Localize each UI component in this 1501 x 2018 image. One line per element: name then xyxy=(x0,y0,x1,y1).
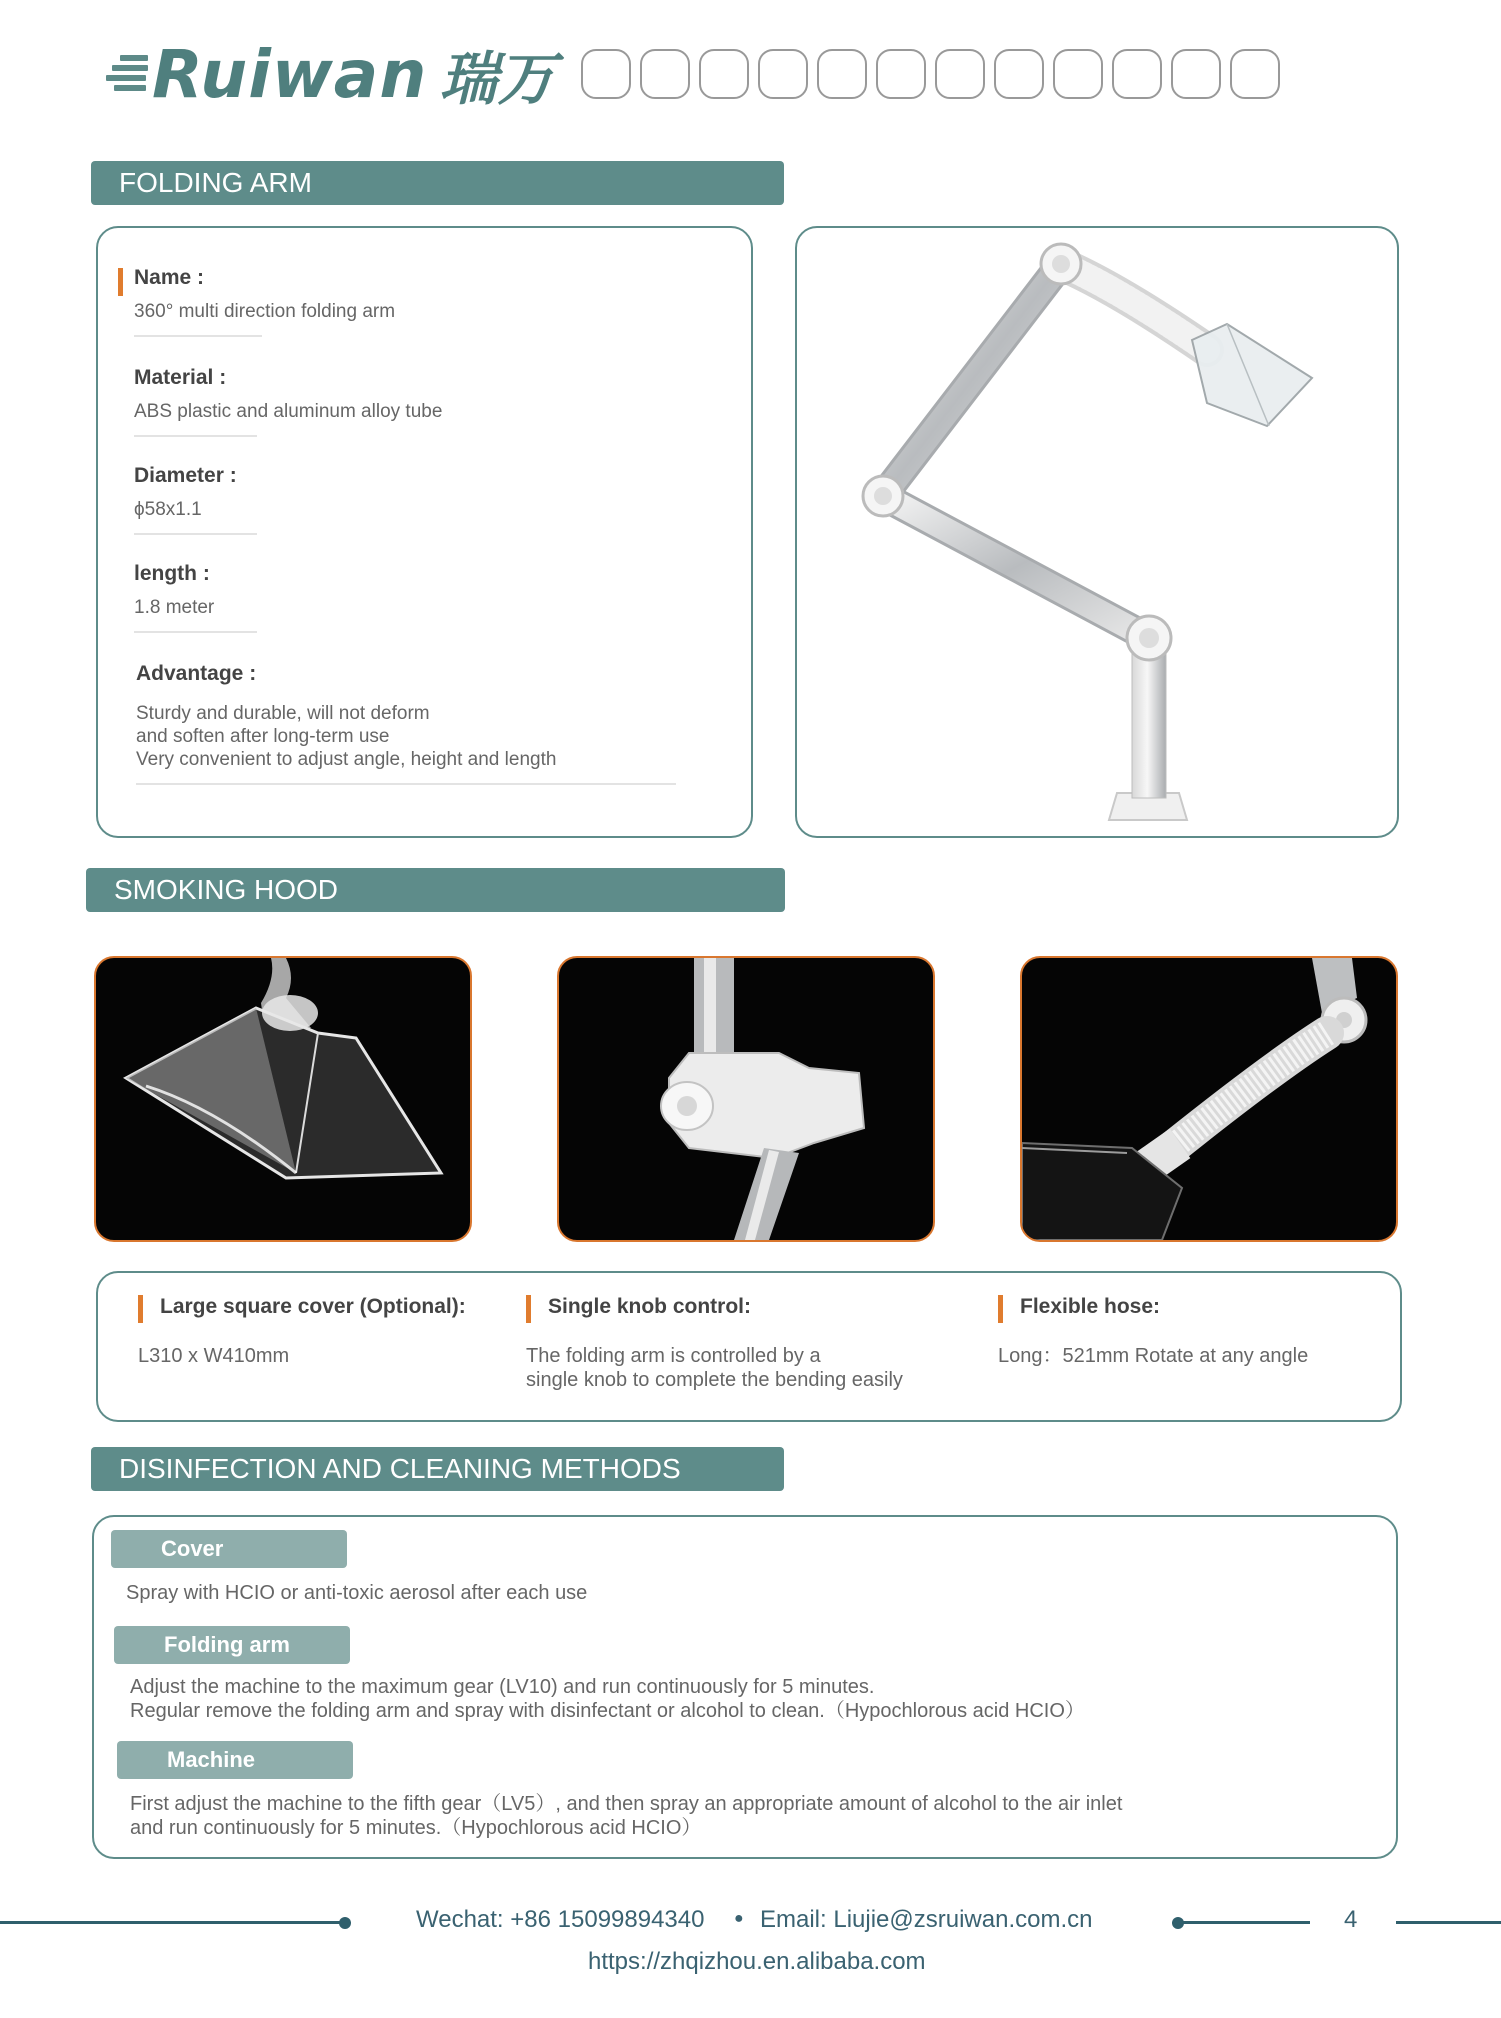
divider xyxy=(134,335,262,337)
feature-label: Single knob control: xyxy=(548,1295,751,1318)
method-tag-cover: Cover xyxy=(111,1530,347,1568)
feature-value xyxy=(526,1344,903,1392)
method-line: Adjust the machine to the maximum gear (LV10) and run continuously for 5 minutes. xyxy=(130,1676,875,1698)
knob-joint-illustration xyxy=(559,958,933,1240)
folding-arm-product-image xyxy=(795,226,1399,838)
feature-value xyxy=(138,1344,289,1368)
divider xyxy=(134,631,257,633)
accent-bar xyxy=(118,268,123,296)
divider xyxy=(134,435,257,437)
spec-length xyxy=(134,562,257,633)
spec-material xyxy=(134,366,443,437)
decorative-box xyxy=(1112,49,1162,99)
decorative-box xyxy=(1171,49,1221,99)
decorative-box xyxy=(640,49,690,99)
logo-chinese-text: 瑞万 xyxy=(439,45,556,113)
spec-name xyxy=(134,266,396,337)
spec-value: ϕ58x1.1 xyxy=(134,499,202,520)
spec-value: ABS plastic and aluminum alloy tube xyxy=(134,401,443,422)
method-line: and run continuously for 5 minutes.（Hypochlorous acid HCIO） xyxy=(130,1817,702,1839)
cleaning-methods-card xyxy=(92,1515,1398,1859)
photo-flexible-hose xyxy=(1020,956,1398,1242)
decorative-box xyxy=(876,49,926,99)
spec-label: Advantage : xyxy=(136,662,257,685)
decorative-box xyxy=(1053,49,1103,99)
feature-line: Long：521mm Rotate at any angle xyxy=(998,1345,1309,1367)
footer-rule-mid xyxy=(1178,1921,1310,1924)
feature-label: Large square cover (Optional): xyxy=(160,1295,466,1318)
folding-arm-specs-card xyxy=(96,226,753,838)
method-tag-folding-arm: Folding arm xyxy=(114,1626,350,1664)
spec-label: Material : xyxy=(134,366,227,389)
accent-bar xyxy=(526,1295,531,1323)
photo-large-square-cover xyxy=(94,956,472,1242)
feature-line: single knob to complete the bending easily xyxy=(526,1369,903,1391)
method-description xyxy=(130,1675,1085,1723)
spec-advantage xyxy=(136,662,676,785)
divider xyxy=(134,533,257,535)
brand-logo xyxy=(106,35,556,113)
feature-value xyxy=(998,1344,1308,1368)
section-title-folding-arm: FOLDING ARM xyxy=(91,161,784,205)
accent-bar xyxy=(138,1295,143,1323)
decorative-box xyxy=(699,49,749,99)
footer-email[interactable]: Email: Liujie@zsruiwan.com.cn xyxy=(760,1906,1093,1933)
advantage-line: Very convenient to adjust angle, height and length xyxy=(136,749,557,770)
spec-value: 360° multi direction folding arm xyxy=(134,301,396,322)
method-line: Regular remove the folding arm and spray with disinfectant or alcohol to clean.（Hypochlorous acid HCIO） xyxy=(130,1700,1085,1722)
method-description xyxy=(126,1581,587,1605)
feature-label: Flexible hose: xyxy=(1020,1295,1161,1318)
accent-bar xyxy=(998,1295,1003,1323)
footer-dot xyxy=(339,1917,351,1929)
arm-hood xyxy=(1192,324,1312,426)
feature-line: The folding arm is controlled by a xyxy=(526,1345,821,1367)
hood-cover-illustration xyxy=(96,958,470,1240)
spec-label: length : xyxy=(134,562,210,585)
method-tag-machine: Machine xyxy=(117,1741,353,1779)
logo-stripes-icon xyxy=(106,51,148,97)
photo-single-knob-control xyxy=(557,956,935,1242)
advantage-line: and soften after long-term use xyxy=(136,726,390,747)
method-line: First adjust the machine to the fifth gear（LV5）, and then spray an appropriate amount of alcohol to the air inlet xyxy=(130,1793,1123,1815)
spec-value: 1.8 meter xyxy=(134,597,215,618)
footer-rule-right xyxy=(1396,1921,1501,1924)
logo-text: Ruiwan xyxy=(152,35,428,113)
method-description xyxy=(130,1792,1122,1840)
section-title-smoking-hood: SMOKING HOOD xyxy=(86,868,785,912)
decorative-box xyxy=(581,49,631,99)
spec-diameter xyxy=(134,464,257,535)
smoking-hood-features-card xyxy=(96,1271,1402,1422)
section-title-cleaning-methods: DISINFECTION AND CLEANING METHODS xyxy=(91,1447,784,1491)
header-decorative-boxes xyxy=(581,49,1280,99)
decorative-box xyxy=(817,49,867,99)
footer-rule-left xyxy=(0,1921,345,1924)
footer-separator: ● xyxy=(734,1910,744,1927)
method-line: Spray with HCIO or anti-toxic aerosol after each use xyxy=(126,1582,588,1604)
spec-value xyxy=(136,702,676,771)
spec-label: Name : xyxy=(134,266,205,289)
spec-label: Diameter : xyxy=(134,464,237,487)
page-number: 4 xyxy=(1344,1906,1358,1933)
divider xyxy=(136,783,676,785)
footer-wechat: Wechat: +86 15099894340 xyxy=(416,1906,705,1933)
flexible-hose-illustration xyxy=(1022,958,1396,1240)
decorative-box xyxy=(935,49,985,99)
advantage-line: Sturdy and durable, will not deform xyxy=(136,703,430,724)
decorative-box xyxy=(1230,49,1280,99)
decorative-box xyxy=(994,49,1044,99)
folding-arm-illustration xyxy=(797,228,1397,836)
feature-line: L310 x W410mm xyxy=(138,1345,290,1367)
decorative-box xyxy=(758,49,808,99)
footer-url[interactable]: https://zhqizhou.en.alibaba.com xyxy=(588,1948,926,1975)
